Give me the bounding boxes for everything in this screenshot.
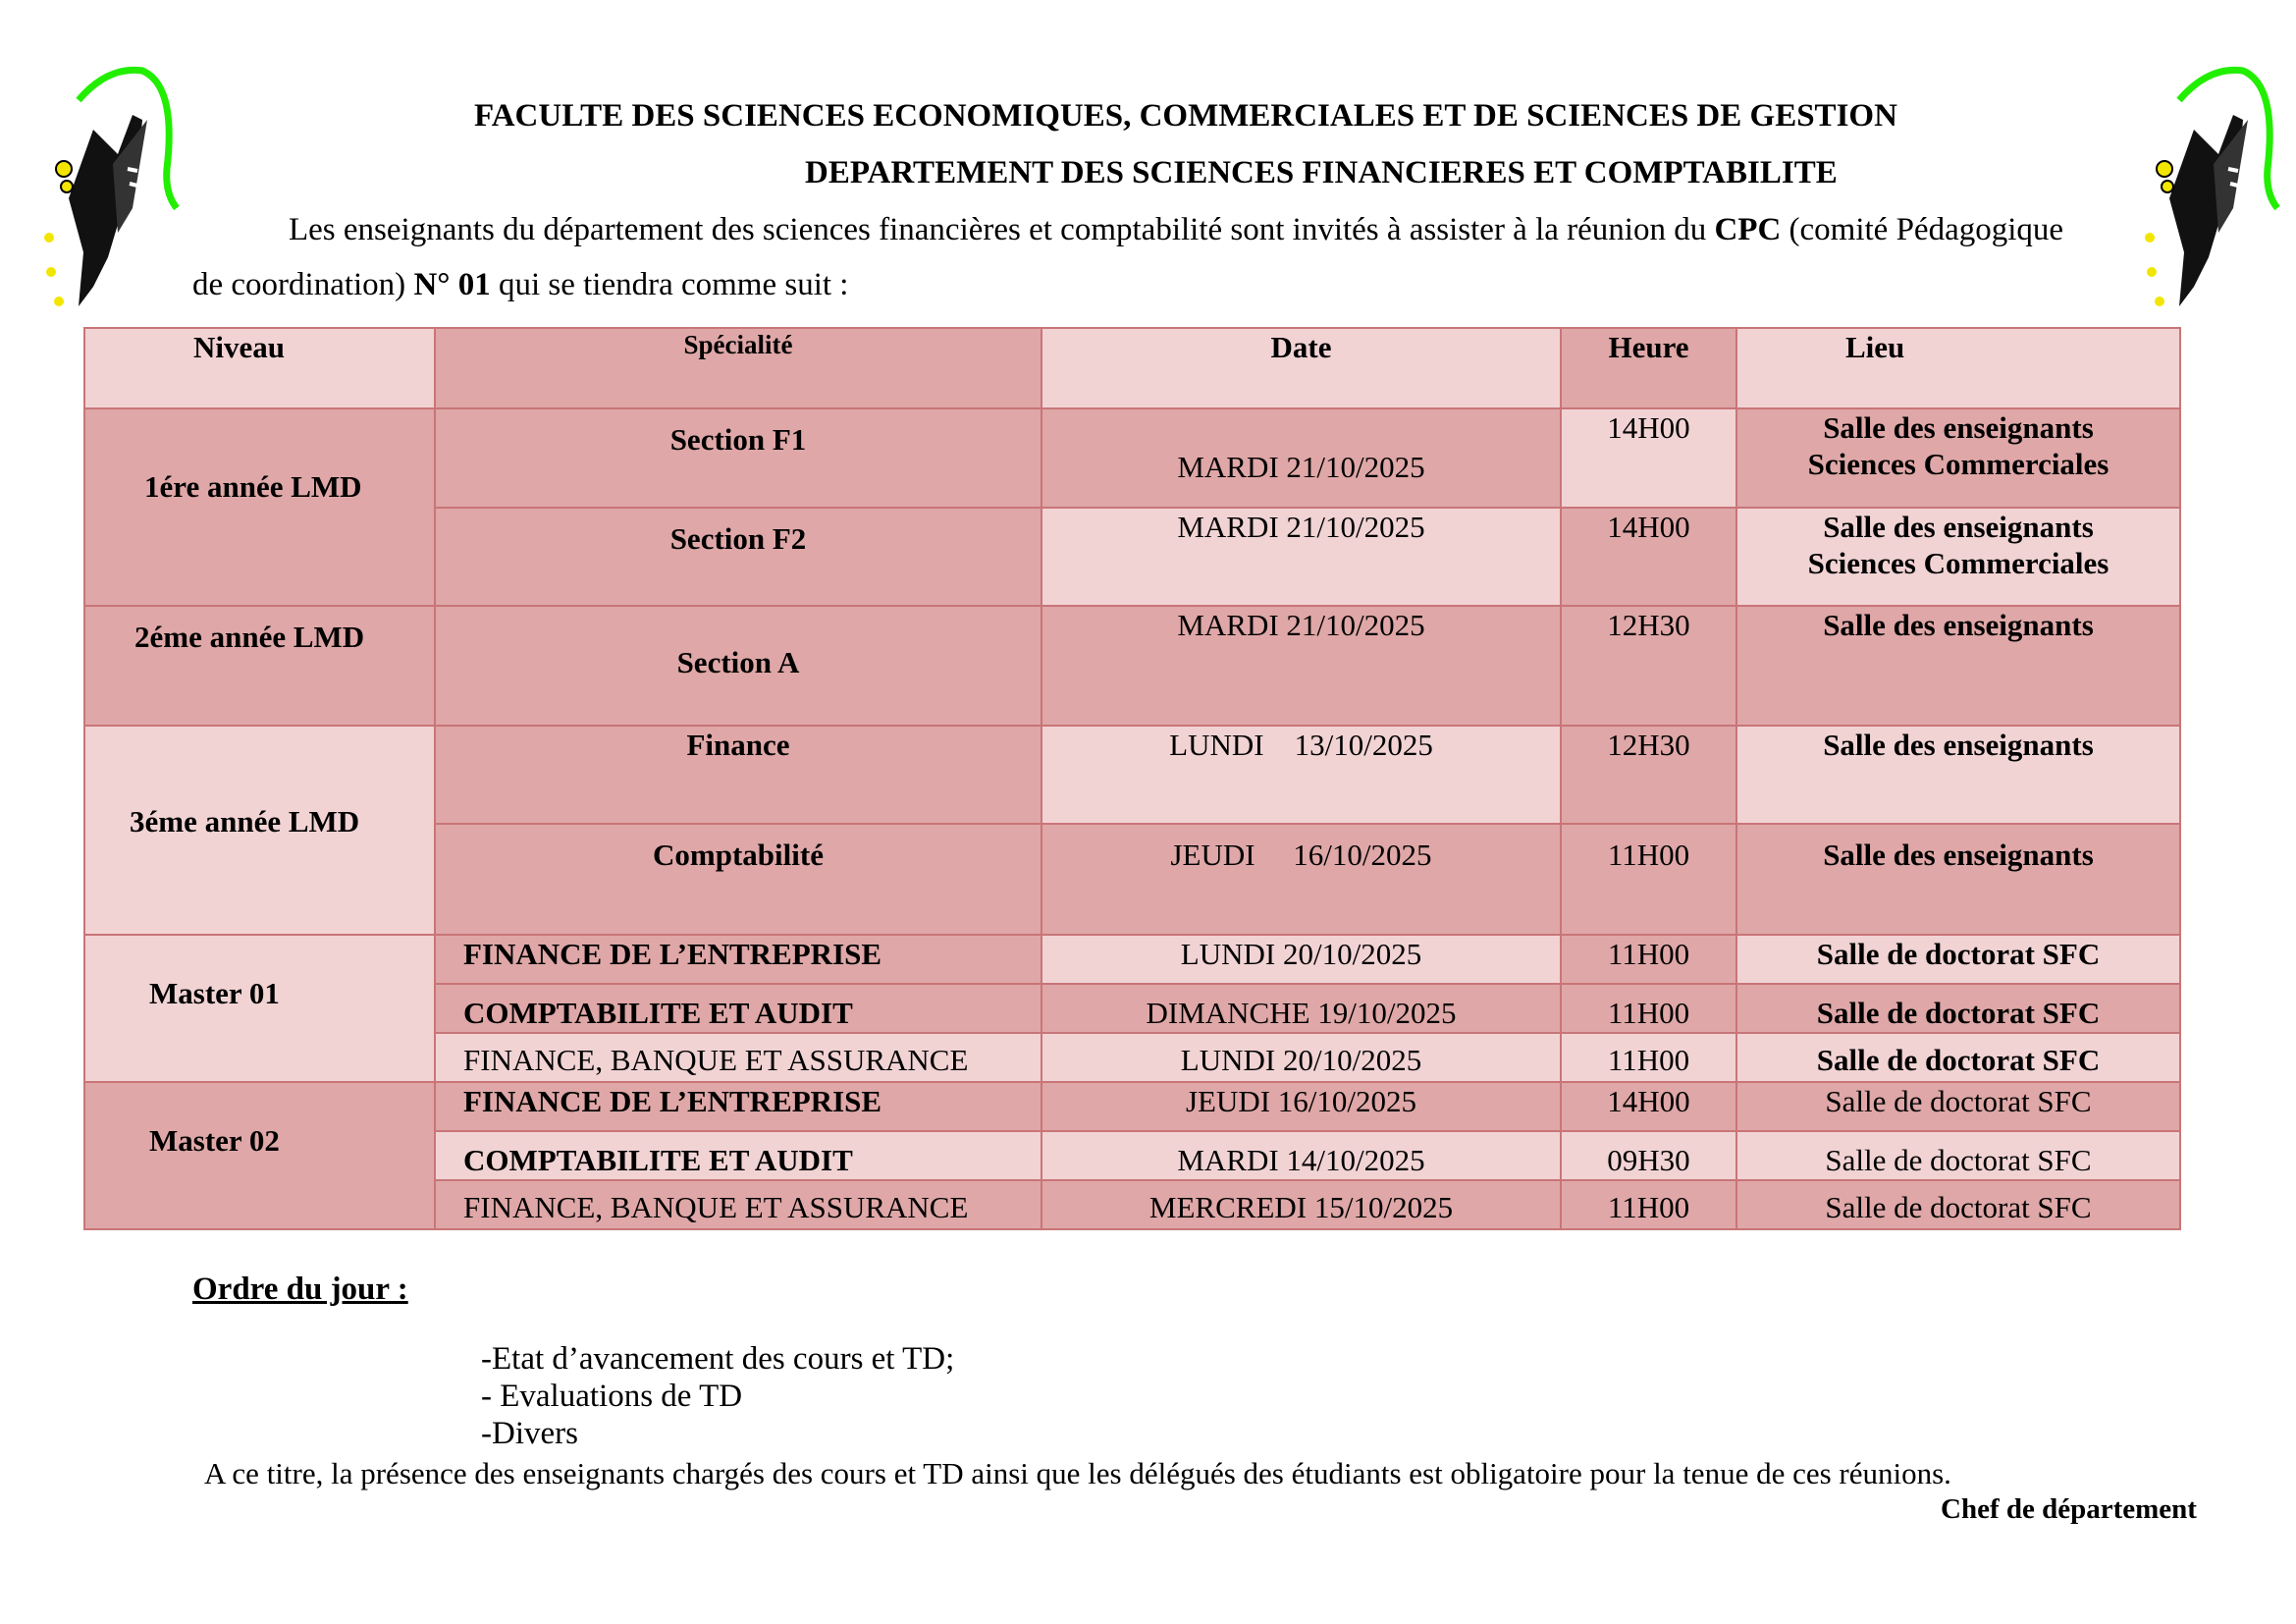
level-cell: Master 01 bbox=[84, 935, 435, 1082]
date-cell: LUNDI 20/10/2025 bbox=[1041, 935, 1561, 984]
date-cell: JEUDI 16/10/2025 bbox=[1041, 824, 1561, 935]
table-row bbox=[84, 606, 2180, 726]
location-cell: Salle des enseignants Sciences Commerciales bbox=[1736, 408, 2180, 508]
intro-line-2: de coordination) N° 01 qui se tiendra comme suit : bbox=[192, 267, 849, 302]
list-item: -Divers bbox=[481, 1416, 578, 1451]
date-cell: MARDI 21/10/2025 bbox=[1041, 606, 1561, 726]
agenda-title: Ordre du jour : bbox=[192, 1272, 408, 1307]
intro-line-1: Les enseignants du département des sciences financières et comptabilité sont invités à assister à la réunion du CPC (comité Pédagogique bbox=[289, 212, 2064, 247]
time-cell: 09H30 bbox=[1561, 1131, 1736, 1180]
table-row bbox=[84, 408, 2180, 508]
time-cell: 11H00 bbox=[1561, 935, 1736, 984]
date-cell: MERCREDI 15/10/2025 bbox=[1041, 1180, 1561, 1229]
location-cell: Salle de doctorat SFC bbox=[1736, 984, 2180, 1033]
date-cell: MARDI 21/10/2025 bbox=[1041, 408, 1561, 508]
list-item: - Evaluations de TD bbox=[481, 1379, 743, 1414]
time-cell: 11H00 bbox=[1561, 1180, 1736, 1229]
specialty-cell: Finance bbox=[435, 726, 1041, 824]
date-cell: LUNDI 20/10/2025 bbox=[1041, 1033, 1561, 1082]
location-cell: Salle des enseignants bbox=[1736, 726, 2180, 824]
location-cell: Salle de doctorat SFC bbox=[1736, 1180, 2180, 1229]
location-cell: Salle de doctorat SFC bbox=[1736, 1082, 2180, 1131]
date-cell: DIMANCHE 19/10/2025 bbox=[1041, 984, 1561, 1033]
column-header-heure: Heure bbox=[1561, 328, 1736, 408]
time-cell: 14H00 bbox=[1561, 1082, 1736, 1131]
specialty-cell: Section F2 bbox=[435, 508, 1041, 606]
specialty-cell: FINANCE, BANQUE ET ASSURANCE bbox=[435, 1033, 1041, 1082]
time-cell: 11H00 bbox=[1561, 984, 1736, 1033]
date-cell: LUNDI 13/10/2025 bbox=[1041, 726, 1561, 824]
column-header-lieu: Lieu bbox=[1736, 328, 2180, 408]
schedule-table bbox=[83, 327, 2181, 1230]
closing-statement: A ce titre, la présence des enseignants chargés des cours et TD ainsi que les délégués des étudiants est obligatoire pour la tenue de ces réunions. bbox=[204, 1456, 1951, 1490]
location-cell: Salle des enseignants Sciences Commerciales bbox=[1736, 508, 2180, 606]
time-cell: 14H00 bbox=[1561, 508, 1736, 606]
university-emblem-icon bbox=[39, 61, 187, 316]
faculty-title: FACULTE DES SCIENCES ECONOMIQUES, COMMERCIALES ET DE SCIENCES DE GESTION bbox=[474, 98, 1897, 134]
time-cell: 14H00 bbox=[1561, 408, 1736, 508]
time-cell: 11H00 bbox=[1561, 824, 1736, 935]
date-cell: MARDI 14/10/2025 bbox=[1041, 1131, 1561, 1180]
location-cell: Salle des enseignants bbox=[1736, 606, 2180, 726]
specialty-cell: Section F1 bbox=[435, 408, 1041, 508]
time-cell: 11H00 bbox=[1561, 1033, 1736, 1082]
specialty-cell: Comptabilité bbox=[435, 824, 1041, 935]
university-emblem-icon bbox=[2140, 61, 2287, 316]
date-cell: JEUDI 16/10/2025 bbox=[1041, 1082, 1561, 1131]
specialty-cell: FINANCE DE L’ENTREPRISE bbox=[435, 935, 1041, 984]
level-cell: 1ére année LMD bbox=[84, 408, 435, 606]
signature: Chef de département bbox=[1941, 1493, 2197, 1525]
list-item: -Etat d’avancement des cours et TD; bbox=[481, 1341, 955, 1377]
location-cell: Salle des enseignants bbox=[1736, 824, 2180, 935]
table-row bbox=[84, 935, 2180, 984]
table-row bbox=[84, 726, 2180, 824]
level-cell: 2éme année LMD bbox=[84, 606, 435, 726]
location-cell: Salle de doctorat SFC bbox=[1736, 1131, 2180, 1180]
specialty-cell: FINANCE, BANQUE ET ASSURANCE bbox=[435, 1180, 1041, 1229]
column-header-date: Date bbox=[1041, 328, 1561, 408]
time-cell: 12H30 bbox=[1561, 726, 1736, 824]
specialty-cell: Section A bbox=[435, 606, 1041, 726]
location-cell: Salle de doctorat SFC bbox=[1736, 1033, 2180, 1082]
agenda-list bbox=[481, 1340, 954, 1452]
specialty-cell: COMPTABILITE ET AUDIT bbox=[435, 984, 1041, 1033]
level-cell: Master 02 bbox=[84, 1082, 435, 1229]
column-header-specialite: Spécialité bbox=[435, 328, 1041, 408]
column-header-niveau: Niveau bbox=[84, 328, 435, 408]
specialty-cell: COMPTABILITE ET AUDIT bbox=[435, 1131, 1041, 1180]
location-cell: Salle de doctorat SFC bbox=[1736, 935, 2180, 984]
time-cell: 12H30 bbox=[1561, 606, 1736, 726]
date-cell: MARDI 21/10/2025 bbox=[1041, 508, 1561, 606]
table-header-row bbox=[84, 328, 2180, 408]
department-title: DEPARTEMENT DES SCIENCES FINANCIERES ET COMPTABILITE bbox=[805, 155, 1838, 190]
specialty-cell: FINANCE DE L’ENTREPRISE bbox=[435, 1082, 1041, 1131]
table-row bbox=[84, 1082, 2180, 1131]
level-cell: 3éme année LMD bbox=[84, 726, 435, 935]
